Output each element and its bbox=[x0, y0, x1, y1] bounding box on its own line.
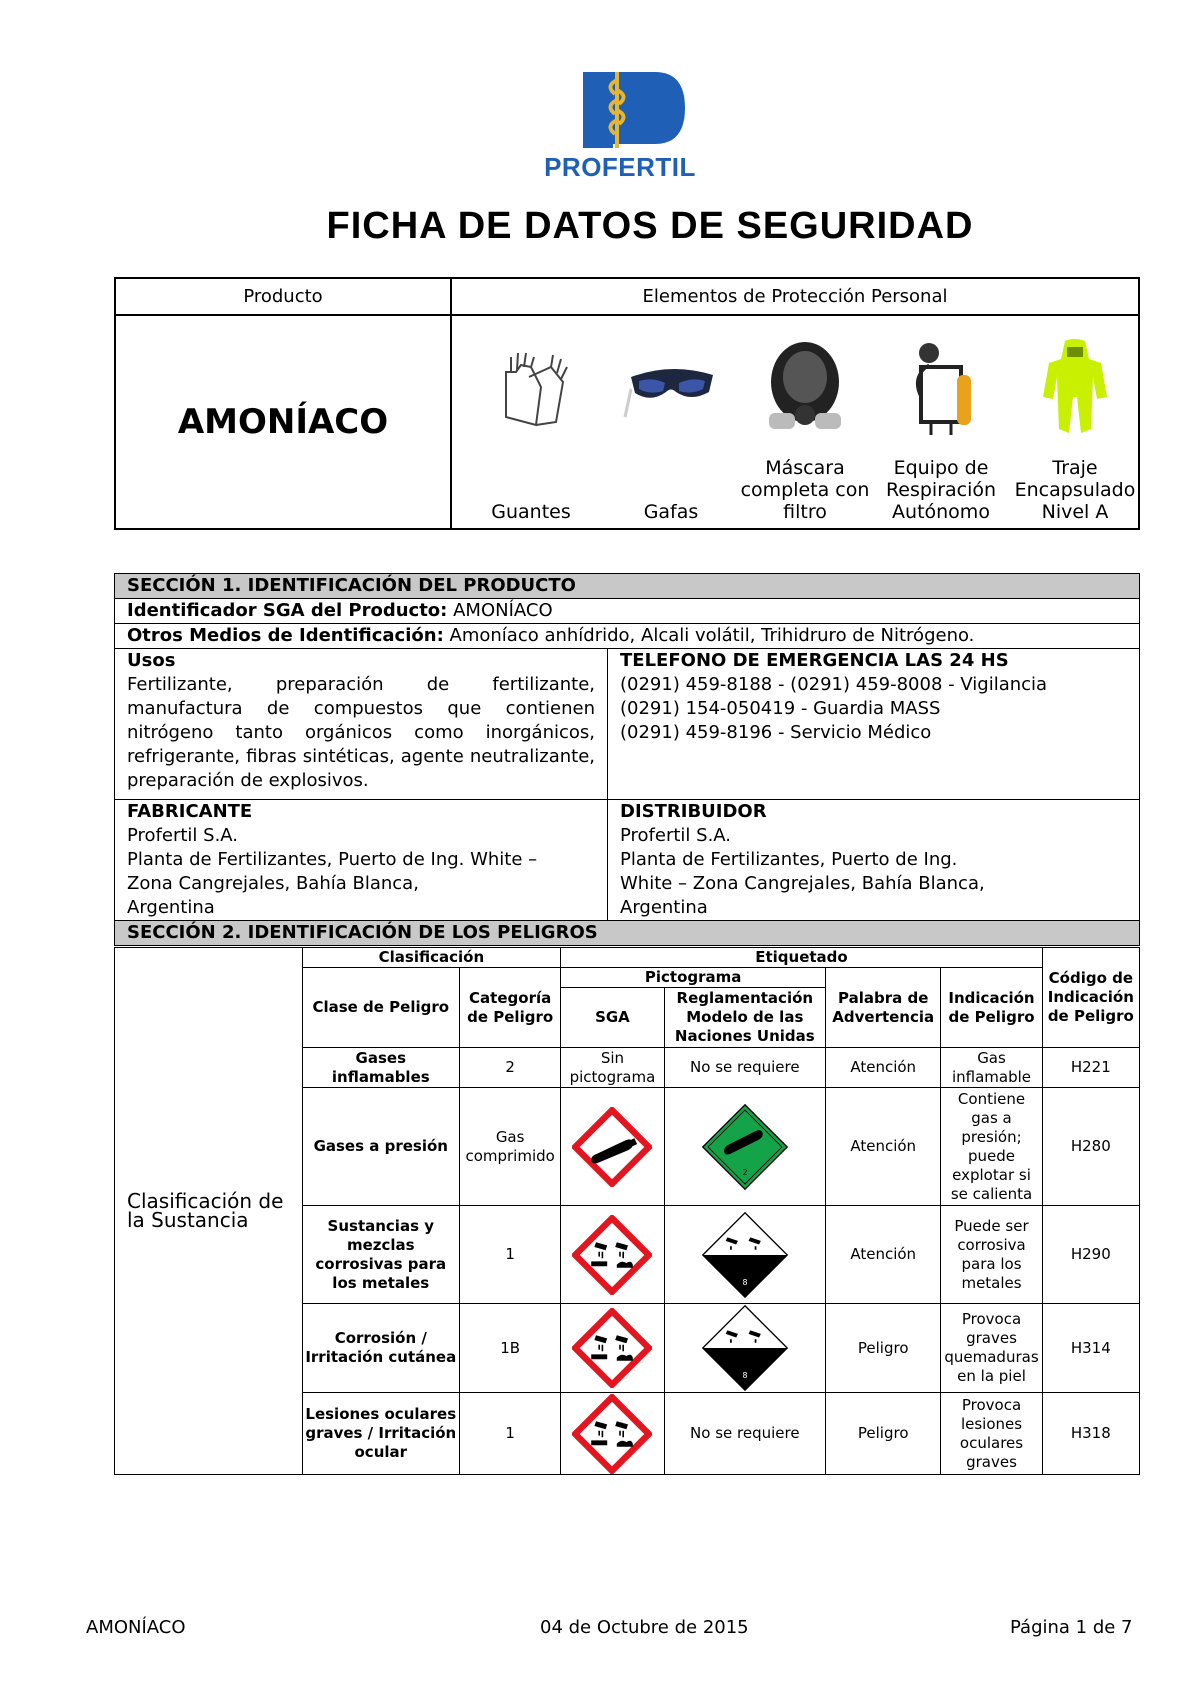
hazard-code: H290 bbox=[1042, 1206, 1139, 1304]
hazard-code: H314 bbox=[1042, 1304, 1139, 1393]
un-pictogram-cell bbox=[664, 1206, 825, 1304]
signal-word: Atención bbox=[826, 1048, 941, 1088]
footer-product: AMONÍACO bbox=[86, 1617, 186, 1638]
brand-name: PROFERTIL bbox=[544, 152, 696, 182]
un-pictogram-cell bbox=[664, 1088, 825, 1206]
manufacturer-line: Planta de Fertilizantes, Puerto de Ing. White – bbox=[127, 849, 538, 870]
un-class-number: 2 bbox=[742, 1167, 748, 1177]
hazard-class: Lesiones oculares graves / Irritación ocular bbox=[302, 1393, 459, 1475]
corrosion-ghs-icon bbox=[572, 1308, 652, 1388]
breathing-apparatus-icon bbox=[891, 337, 991, 437]
ppe-item-goggles bbox=[601, 317, 741, 527]
phone-line: (0291) 459-8196 - Servicio Médico bbox=[620, 722, 932, 743]
hazard-class-header: Clase de Peligro bbox=[302, 968, 459, 1048]
hazard-class: Sustancias y mezclas corrosivas para los metales bbox=[302, 1206, 459, 1304]
manufacturer-line: Argentina bbox=[127, 897, 215, 918]
goggles-icon bbox=[621, 337, 721, 437]
un-class-2-icon bbox=[701, 1103, 789, 1191]
distributor-line: White – Zona Cangrejales, Bahía Blanca, bbox=[620, 873, 985, 894]
other-identification-row bbox=[115, 624, 1140, 649]
hazard-category: 2 bbox=[460, 1048, 561, 1088]
footer-date: 04 de Octubre de 2015 bbox=[540, 1617, 749, 1638]
distributor-line: Planta de Fertilizantes, Puerto de Ing. bbox=[620, 849, 958, 870]
un-class-8-icon bbox=[701, 1211, 789, 1299]
corrosion-ghs-icon bbox=[572, 1394, 652, 1474]
product-header-table bbox=[114, 277, 1140, 530]
hazard-classification-table bbox=[114, 947, 1140, 1475]
manufacturer-line: Profertil S.A. bbox=[127, 825, 239, 846]
hazard-category: 1 bbox=[460, 1206, 561, 1304]
ppe-item-gloves bbox=[461, 317, 601, 527]
sga-identifier-label: Identificador SGA del Producto: bbox=[127, 600, 448, 621]
hazard-statement: Provoca graves quemaduras en la piel bbox=[941, 1304, 1042, 1393]
un-class-8-icon bbox=[701, 1304, 789, 1392]
pictogram-header: Pictograma bbox=[561, 968, 826, 988]
hazard-statement-header: Indicación de Peligro bbox=[941, 968, 1042, 1048]
hazard-code-header: Código de Indicación de Peligro bbox=[1042, 948, 1139, 1048]
un-regulation-header: Reglamentación Modelo de las Naciones Unidas bbox=[664, 988, 825, 1048]
uses-cell bbox=[115, 649, 608, 800]
distributor-line: Argentina bbox=[620, 897, 708, 918]
hazard-category: Gas comprimido bbox=[460, 1088, 561, 1206]
ppe-item-mask bbox=[735, 317, 875, 527]
full-face-mask-icon bbox=[755, 337, 855, 437]
corrosion-ghs-icon bbox=[572, 1215, 652, 1295]
hazard-code: H221 bbox=[1042, 1048, 1139, 1088]
ppe-label: Traje Encapsulado Nivel A bbox=[1014, 457, 1136, 523]
signal-word: Peligro bbox=[826, 1304, 941, 1393]
hazard-statement: Provoca lesiones oculares graves bbox=[941, 1393, 1042, 1475]
signal-word: Atención bbox=[826, 1088, 941, 1206]
other-identification-label: Otros Medios de Identificación: bbox=[127, 625, 444, 646]
product-name: AMONÍACO bbox=[115, 315, 451, 529]
ppe-item-scba bbox=[871, 317, 1011, 527]
signal-word: Peligro bbox=[826, 1393, 941, 1475]
hazard-code: H318 bbox=[1042, 1393, 1139, 1475]
uses-label: Usos bbox=[127, 650, 176, 671]
sga-pictogram-cell bbox=[561, 1304, 664, 1393]
gloves-icon bbox=[481, 337, 581, 437]
hazard-code: H280 bbox=[1042, 1088, 1139, 1206]
ppe-label: Máscara completa con filtro bbox=[740, 457, 870, 523]
gas-cylinder-ghs-icon bbox=[572, 1107, 652, 1187]
encapsulated-suit-icon bbox=[1025, 337, 1125, 437]
ppe-label: Guantes bbox=[491, 501, 571, 523]
uses-text: Fertilizante, preparación de fertilizante, manufactura de compuestos que contienen nitrógeno tanto orgánicos como inorgánicos, refrigerante, fibras sintéticas, agente neutralizante, preparación de explosivos. bbox=[127, 674, 595, 791]
ppe-item-suit bbox=[1005, 317, 1145, 527]
distributor-line: Profertil S.A. bbox=[620, 825, 732, 846]
un-pictogram-text: No se requiere bbox=[664, 1048, 825, 1088]
signal-word-header: Palabra de Advertencia bbox=[826, 968, 941, 1048]
sga-pictogram-cell bbox=[561, 1088, 664, 1206]
hazard-class: Gases a presión bbox=[302, 1088, 459, 1206]
phone-line: (0291) 154-050419 - Guardia MASS bbox=[620, 698, 941, 719]
sga-pictogram-cell bbox=[561, 1206, 664, 1304]
sga-identifier-row bbox=[115, 599, 1140, 624]
phone-line: (0291) 459-8188 - (0291) 459-8008 - Vigilancia bbox=[620, 674, 1048, 695]
classification-header: Clasificación bbox=[302, 948, 561, 968]
ppe-label: Gafas bbox=[643, 501, 699, 523]
document-title: FICHA DE DATOS DE SEGURIDAD bbox=[326, 205, 974, 247]
footer-page-number: Página 1 de 7 bbox=[1010, 1617, 1133, 1638]
sga-pictogram-cell bbox=[561, 1393, 664, 1475]
hazard-category: 1 bbox=[460, 1393, 561, 1475]
sga-header: SGA bbox=[561, 988, 664, 1048]
hazard-class: Corrosión / Irritación cutánea bbox=[302, 1304, 459, 1393]
hazard-statement: Contiene gas a presión; puede explotar si se calienta bbox=[941, 1088, 1042, 1206]
emergency-phone-cell bbox=[608, 649, 1140, 800]
distributor-label: DISTRIBUIDOR bbox=[620, 801, 767, 822]
hazard-category: 1B bbox=[460, 1304, 561, 1393]
emergency-phone-label: TELEFONO DE EMERGENCIA LAS 24 HS bbox=[620, 650, 1009, 671]
section-1-table bbox=[114, 573, 1140, 946]
un-pictogram-cell bbox=[664, 1304, 825, 1393]
signal-word: Atención bbox=[826, 1206, 941, 1304]
manufacturer-label: FABRICANTE bbox=[127, 801, 253, 822]
hazard-category-header: Categoría de Peligro bbox=[460, 968, 561, 1048]
un-class-number: 8 bbox=[742, 1370, 748, 1380]
hazard-statement: Puede ser corrosiva para los metales bbox=[941, 1206, 1042, 1304]
product-column-header: Producto bbox=[115, 278, 451, 315]
un-pictogram-text: No se requiere bbox=[664, 1393, 825, 1475]
section-1-title: SECCIÓN 1. IDENTIFICACIÓN DEL PRODUCTO bbox=[115, 574, 1140, 599]
distributor-cell bbox=[608, 800, 1140, 921]
manufacturer-cell bbox=[115, 800, 608, 921]
ppe-label: Equipo de Respiración Autónomo bbox=[885, 457, 997, 523]
sga-pictogram-text: Sin pictograma bbox=[561, 1048, 664, 1088]
hazard-statement: Gas inflamable bbox=[941, 1048, 1042, 1088]
ppe-cell bbox=[451, 315, 1139, 529]
section-2-title: SECCIÓN 2. IDENTIFICACIÓN DE LOS PELIGROS bbox=[115, 921, 1140, 946]
manufacturer-line: Zona Cangrejales, Bahía Blanca, bbox=[127, 873, 419, 894]
un-class-number: 8 bbox=[742, 1277, 748, 1287]
labelling-header: Etiquetado bbox=[561, 948, 1042, 968]
hazard-class: Gases inflamables bbox=[302, 1048, 459, 1088]
other-identification-value: Amoníaco anhídrido, Alcali volátil, Trihidruro de Nitrógeno. bbox=[449, 625, 975, 646]
substance-classification-label: Clasificación de la Sustancia bbox=[115, 948, 303, 1475]
ppe-column-header: Elementos de Protección Personal bbox=[451, 278, 1139, 315]
sga-identifier-value: AMONÍACO bbox=[453, 600, 553, 621]
